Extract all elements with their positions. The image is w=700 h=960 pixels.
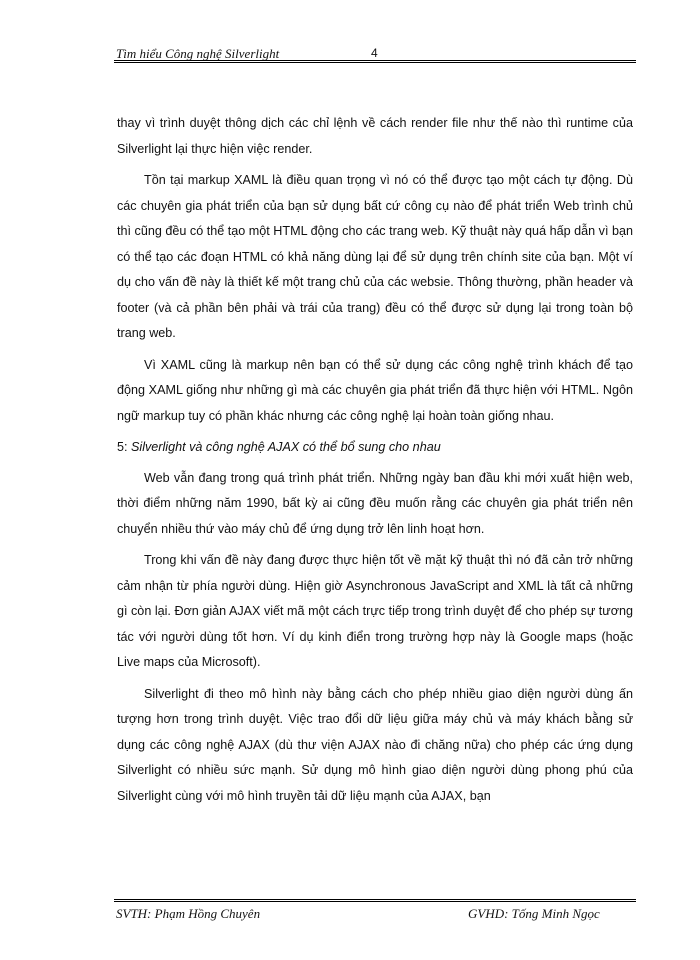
footer-student: SVTH: Phạm Hồng Chuyên: [116, 906, 261, 921]
footer-advisor: GVHD: Tống Minh Ngọc: [468, 906, 600, 921]
footer-rule: [114, 899, 636, 902]
page-body: [117, 111, 633, 815]
paragraph: Vì XAML cũng là markup nên bạn có thể sử dụng các công nghệ trình khách để tạo động XAML giống như những gì mà các chuyên gia phát triển đã thực hiện với HTML. Ngôn ngữ markup tuy có phần khác nhưng các công nghệ lại hoàn toàn giống nhau.: [117, 357, 633, 423]
paragraph: Silverlight đi theo mô hình này bằng cách cho phép nhiều giao diện người dùng ấn tượng hơn trong trình duyệt. Việc trao đổi dữ liệu giữa máy chủ và máy khách bằng sử dụng các công nghệ AJAX (dù thư viện AJAX nào đi chăng nữa) cho phép các ứng dụng Silverlight có nhiều sức mạnh. Sử dụng mô hình giao diện người dùng phong phú của Silverlight cùng với mô hình truyền tải dữ liệu mạnh của AJAX, bạn: [117, 686, 633, 803]
section-heading: [117, 435, 633, 461]
section-title: Silverlight và công nghệ AJAX có thể bổ sung cho nhau: [131, 440, 441, 454]
header-rule: [114, 60, 636, 63]
header-title: Tìm hiểu Công nghệ Silverlight: [116, 46, 280, 61]
paragraph: thay vì trình duyệt thông dịch các chỉ lệnh về cách render file như thế nào thì runtime của Silverlight lại thực hiện việc render.: [117, 116, 633, 156]
section-number: 5:: [117, 440, 128, 454]
paragraph: Trong khi vấn đề này đang được thực hiện tốt về mặt kỹ thuật thì nó đã cản trở những cảm nhận từ phía người dùng. Hiện giờ Asynchronous JavaScript and XML là tất cả những gì còn lại. Đơn giản AJAX viết mã một cách trực tiếp trong trình duyệt để cho phép sự tương tác với người dùng tốt hơn. Ví dụ kinh điển trong trường hợp này là Google maps (hoặc Live maps của Microsoft).: [117, 553, 633, 669]
paragraph: Tồn tại markup XAML là điều quan trọng vì nó có thể được tạo một cách tự động. Dù các chuyên gia phát triển của bạn sử dụng bất cứ công cụ nào để phát triển Web trình chủ thì cũng đều có thể tạo một HTML động cho các trang web. Kỹ thuật này quá hấp dẫn vì bạn có thể tạo các đoạn HTML có khả năng dùng lại để sử dụng trên chính site của bạn. Một ví dụ cho vấn đề này là thiết kế một trang chủ của các websie. Thông thường, phần header và footer (và cả phần bên phải và trái của trang) đều có thể được sử dụng lại trong toàn bộ trang web.: [117, 173, 633, 340]
paragraph: Web vẫn đang trong quá trình phát triển. Những ngày ban đầu khi mới xuất hiện web, thời điểm những năm 1990, bất kỳ ai cũng đều muốn rằng các chuyên gia phát triển nên chuyển nhiều thứ vào máy chủ để ứng dụng trở lên linh hoạt hơn.: [117, 470, 633, 536]
page-number: 4: [371, 46, 378, 60]
